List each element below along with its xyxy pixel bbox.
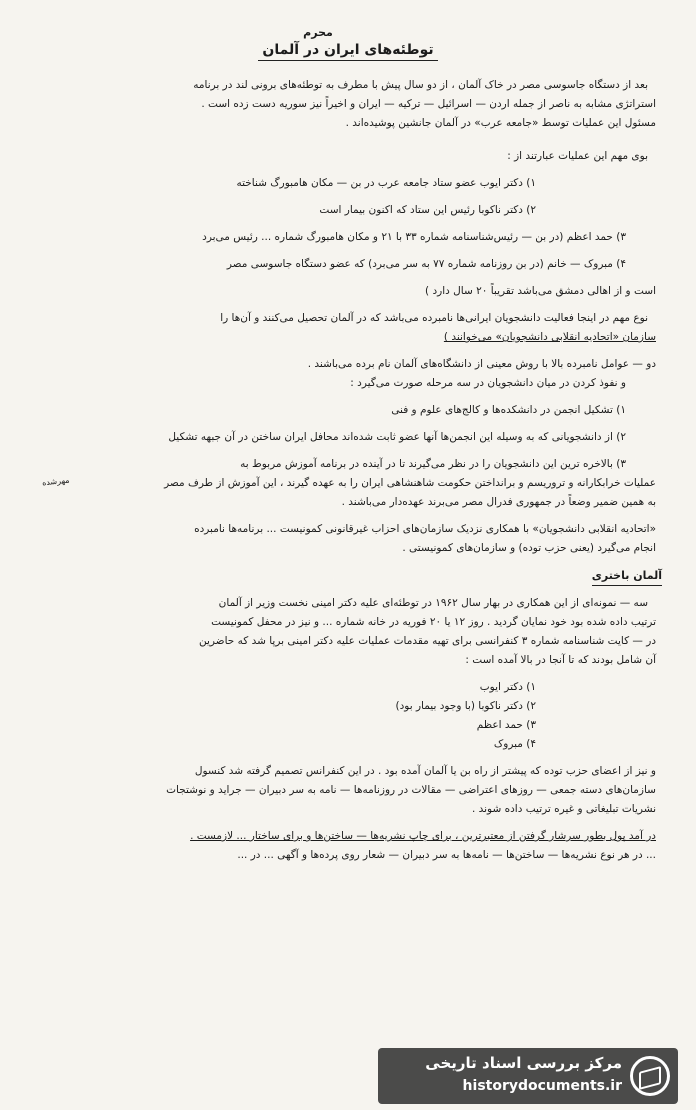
paragraph: و نیز از اعضای حزب توده که پیشتر از راه بن یا آلمان آمده بود . در این کنفرانس تصمیم گرفته شد کنسول — [194, 765, 656, 777]
paragraph: دو — عوامل نامبرده بالا با روش معینی از دانشگاه‌های آلمان نام برده می‌باشند . — [307, 358, 656, 370]
paragraph: سازمان‌های دسته جمعی — روزهای اعتراضی — مقالات در روزنامه‌ها — نامه به سر دبیران — جراید و نوشتجات — [166, 784, 656, 796]
paragraph: انجام می‌گیرد (یعنی حزب توده) و سازمان‌های کمونیستی . — [402, 542, 656, 554]
list-item: ۲) دکتر ناکوبا (با وجود بیمار بود) — [395, 700, 536, 712]
paragraph: نوع مهم در اینجا فعالیت دانشجویان ایرانی‌ها نامبرده می‌باشد که در آلمان تحصیل می‌کنند و آن‌ها را — [220, 312, 648, 324]
paragraph: به همین ضمیر وضعاً در جمهوری فدرال مصر می‌برند عهده‌دار می‌باشند . — [341, 496, 656, 508]
watermark-banner — [378, 1048, 678, 1104]
paragraph: نشریات تبلیغاتی و غیره ترتیب داده شوند . — [471, 803, 656, 815]
list-item: ۱) دکتر ایوب — [479, 681, 536, 693]
paragraph: عملیات خرابکارانه و تروریسم و برانداختن حکومت شاهنشاهی ایران را به عهده گیرند ، این آموزش از طرف مصر — [164, 477, 656, 489]
paragraph: مسئول این عملیات توسط «جامعه عرب» در آلمان جانشین پوشیده‌اند . — [345, 117, 656, 129]
paragraph: در آمد پول بطور سرشار گرفتن از معتبرترین ، برای چاپ نشریه‌ها — ساختن‌ها و برای ساختار ... لازمست . — [190, 830, 656, 842]
watermark-text-en: historydocuments.ir — [462, 1078, 622, 1094]
document-body — [40, 76, 662, 865]
archive-logo-icon — [630, 1056, 670, 1096]
list-tail: است و از اهالی دمشق می‌باشد تقریباً ۲۰ سال دارد ) — [425, 285, 656, 297]
paragraph: سه — نمونه‌ای از این همکاری در بهار سال ۱۹۶۲ در توطئه‌ای علیه دکتر امینی نخست وزیر از آلمان — [218, 597, 648, 609]
title-note: محرم — [303, 26, 333, 39]
paragraph: ۳) بالاخره ترین این دانشجویان را در نظر می‌گیرند تا در آینده در برنامه آموزش مربوط به — [240, 458, 626, 470]
list-item: ۱) دکتر ایوب عضو ستاد جامعه عرب در بن — مکان هامبورگ شناخته — [236, 177, 536, 189]
list-item: ۳) حمد اعظم (در بن — رئیس‌شناسنامه شماره ۳۳ با ۲۱ و مکان هامبورگ شماره ... رئیس می‌برد — [202, 231, 626, 243]
side-note: مهرشده — [41, 475, 70, 488]
list-item: ۱) تشکیل انجمن در دانشکده‌ها و کالج‌های علوم و فنی — [391, 404, 626, 416]
title-block — [0, 26, 696, 58]
list-item: ۲) دکتر ناکوبا رئیس این ستاد که اکنون بیمار است — [319, 204, 536, 216]
list-item: ۴) مبروک — [493, 738, 536, 750]
section-heading: آلمان باختری — [592, 566, 662, 586]
intro-line: بوی مهم این عملیات عبارتند از : — [507, 150, 648, 162]
paragraph: بعد از دستگاه جاسوسی مصر در خاک آلمان ، از دو سال پیش با مطرف به توطئه‌های برونی لند در برنامه — [193, 79, 648, 91]
list-item: ۳) حمد اعظم — [476, 719, 536, 731]
watermark-text-fa: مرکز بررسی اسناد تاریخی — [425, 1054, 622, 1072]
paragraph: سازمان «اتحادیه انقلابی دانشجویان» می‌خوانند ) — [443, 331, 656, 343]
paragraph: استراتژی مشابه به ناصر از جمله اردن — اسرائیل — ترکیه — ایران و اخیراً نیز سوریه دست زده است . — [201, 98, 656, 110]
paragraph: ترتیب داده شده بود خود نمایان گردید . روز ۱۲ یا ۲۰ فوریه در خانه شماره ... و نیز در محفل کمونیست — [211, 616, 656, 628]
paragraph: در — کایت شناسنامه شماره ۳ کنفرانسی برای تهیه مقدمات عملیات علیه دکتر امینی برپا شد که حاضرین — [198, 635, 656, 647]
paragraph: و نفوذ کردن در میان دانشجویان در سه مرحله صورت می‌گیرد : — [350, 377, 626, 389]
list-item: ۲) از دانشجویانی که به وسیله این انجمن‌ها آنها عضو ثابت شده‌اند محافل ایران ساختن در آن جبهه تشکیل — [168, 431, 626, 443]
document-title: توطئه‌های ایران در آلمان — [258, 42, 437, 61]
list-item: ۴) مبروک — خانم (در بن روزنامه شماره ۷۷ به سر می‌برد) که عضو دستگاه جاسوسی مصر — [226, 258, 626, 270]
paragraph: آن شامل بودند که تا آنجا در بالا آمده است : — [465, 654, 656, 666]
paragraph: ... در هر نوع نشریه‌ها — ساختن‌ها — نامه‌ها به سر دبیران — شعار روی پرده‌ها و آگهی ... در ... — [237, 849, 656, 861]
paragraph: «اتحادیه انقلابی دانشجویان» با همکاری نزدیک سازمان‌های احزاب غیرقانونی کمونیست ... برنامه‌ها نامبرده — [194, 523, 656, 535]
